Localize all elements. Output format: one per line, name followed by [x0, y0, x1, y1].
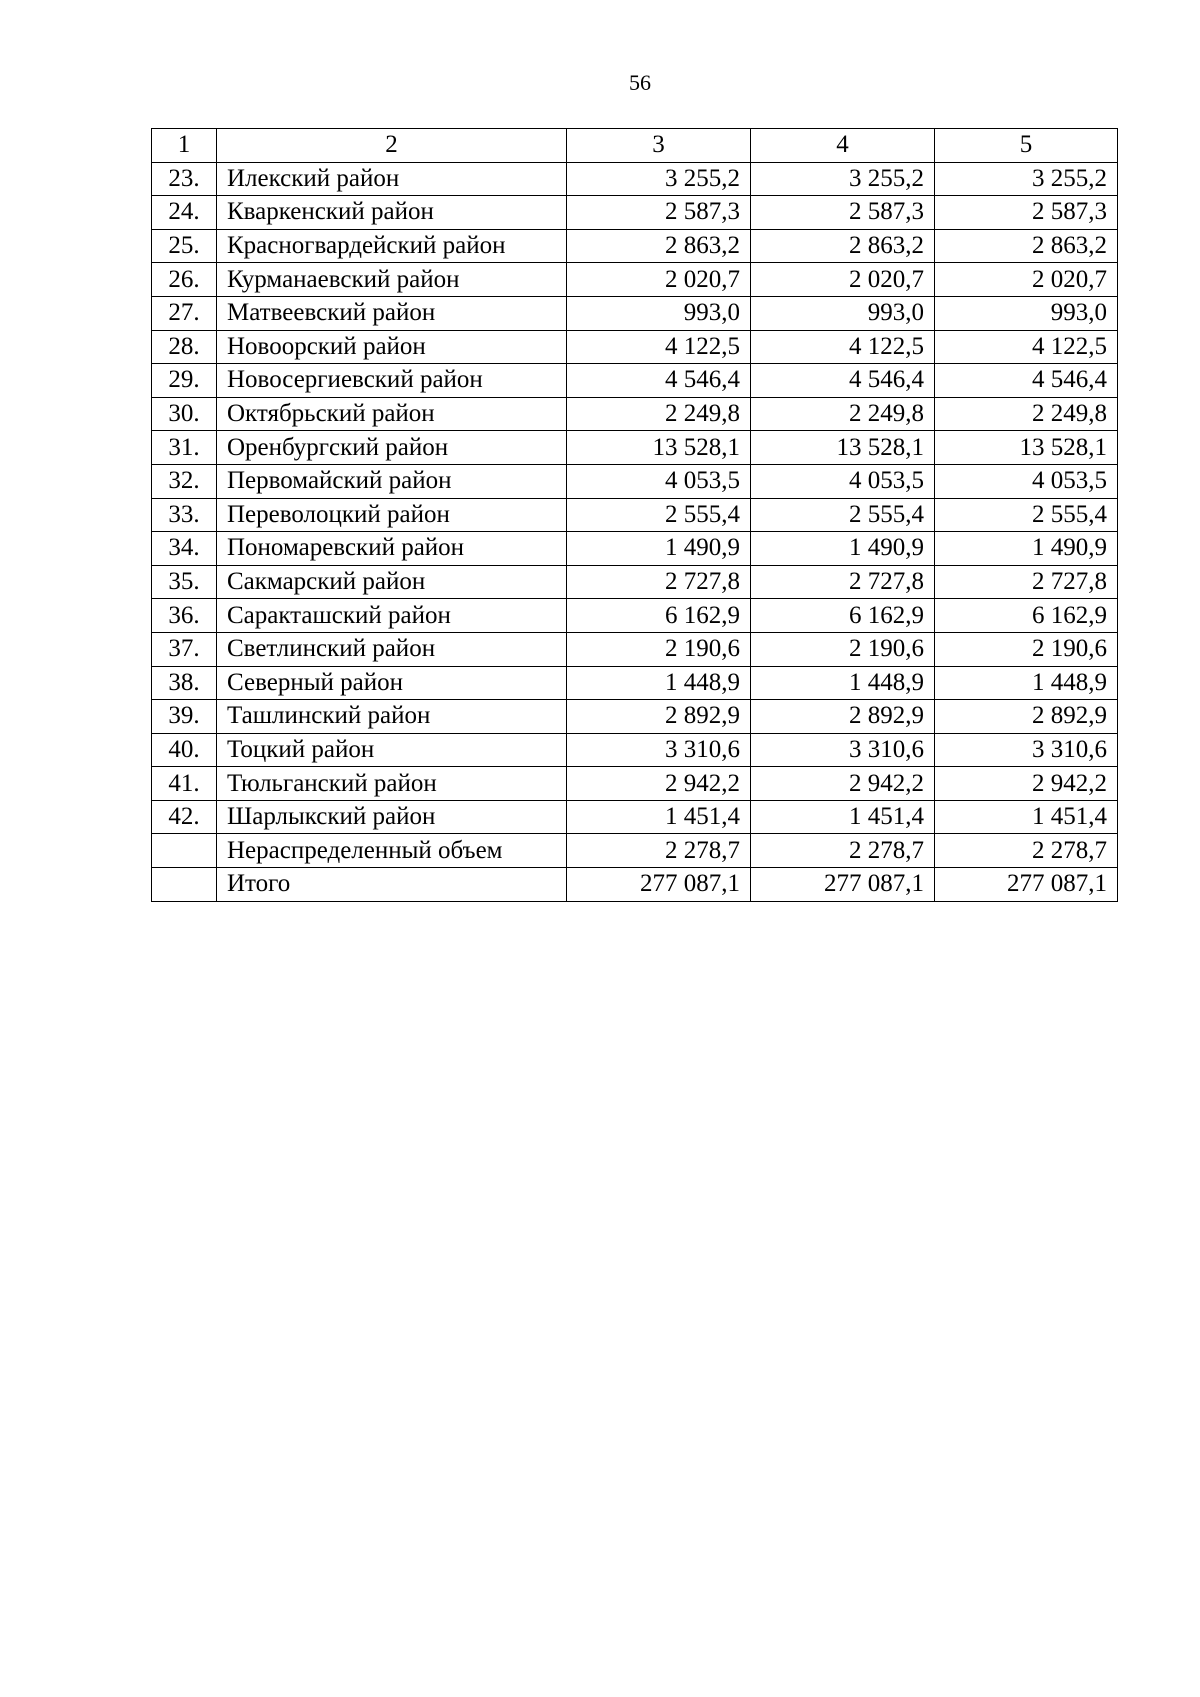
value-cell-col4: 4 053,5	[751, 464, 935, 498]
row-number-cell: 33.	[152, 498, 217, 532]
row-number-cell: 30.	[152, 397, 217, 431]
value-cell-col4: 2 249,8	[751, 397, 935, 431]
district-name-cell: Илекский район	[217, 162, 567, 196]
district-name-cell: Нераспределенный объем	[217, 834, 567, 868]
row-number-cell: 35.	[152, 565, 217, 599]
district-name-cell: Северный район	[217, 666, 567, 700]
table-row	[152, 330, 1118, 364]
table-row	[152, 397, 1118, 431]
value-cell-col3: 2 555,4	[567, 498, 751, 532]
row-number-cell: 32.	[152, 464, 217, 498]
row-number-cell	[152, 868, 217, 902]
district-name-cell: Кваркенский район	[217, 196, 567, 230]
value-cell-col3: 2 020,7	[567, 263, 751, 297]
district-name-cell: Тюльганский район	[217, 767, 567, 801]
value-cell-col4: 4 122,5	[751, 330, 935, 364]
value-cell-col4: 2 555,4	[751, 498, 935, 532]
value-cell-col5: 2 863,2	[935, 229, 1118, 263]
table-row	[152, 229, 1118, 263]
table-row	[152, 733, 1118, 767]
header-cell-1: 1	[152, 129, 217, 163]
district-table	[151, 128, 1118, 902]
row-number-cell: 27.	[152, 296, 217, 330]
value-cell-col5: 13 528,1	[935, 431, 1118, 465]
value-cell-col4: 2 942,2	[751, 767, 935, 801]
value-cell-col5: 4 053,5	[935, 464, 1118, 498]
district-name-cell: Сакмарский район	[217, 565, 567, 599]
table-row	[152, 431, 1118, 465]
table-row	[152, 632, 1118, 666]
value-cell-col5: 277 087,1	[935, 868, 1118, 902]
row-number-cell: 29.	[152, 364, 217, 398]
value-cell-col3: 4 053,5	[567, 464, 751, 498]
table-row	[152, 767, 1118, 801]
row-number-cell: 37.	[152, 632, 217, 666]
table-row	[152, 700, 1118, 734]
district-name-cell: Тоцкий район	[217, 733, 567, 767]
value-cell-col4: 3 310,6	[751, 733, 935, 767]
value-cell-col4: 13 528,1	[751, 431, 935, 465]
value-cell-col3: 993,0	[567, 296, 751, 330]
value-cell-col3: 4 122,5	[567, 330, 751, 364]
value-cell-col5: 2 278,7	[935, 834, 1118, 868]
value-cell-col5: 4 546,4	[935, 364, 1118, 398]
table-row	[152, 800, 1118, 834]
row-number-cell: 34.	[152, 532, 217, 566]
table-row	[152, 162, 1118, 196]
table-header-row	[152, 129, 1118, 163]
value-cell-col3: 2 249,8	[567, 397, 751, 431]
value-cell-col5: 2 020,7	[935, 263, 1118, 297]
row-number-cell: 28.	[152, 330, 217, 364]
value-cell-col4: 2 190,6	[751, 632, 935, 666]
row-number-cell: 24.	[152, 196, 217, 230]
value-cell-col3: 3 255,2	[567, 162, 751, 196]
table-row	[152, 296, 1118, 330]
row-number-cell: 25.	[152, 229, 217, 263]
page-number: 56	[629, 70, 651, 95]
value-cell-col3: 2 727,8	[567, 565, 751, 599]
row-number-cell	[152, 834, 217, 868]
value-cell-col5: 2 942,2	[935, 767, 1118, 801]
table-row	[152, 498, 1118, 532]
table-row	[152, 464, 1118, 498]
district-name-cell: Саракташский район	[217, 599, 567, 633]
value-cell-col5: 2 555,4	[935, 498, 1118, 532]
table-row	[152, 364, 1118, 398]
district-name-cell: Курманаевский район	[217, 263, 567, 297]
value-cell-col4: 993,0	[751, 296, 935, 330]
row-number-cell: 36.	[152, 599, 217, 633]
value-cell-col5: 2 249,8	[935, 397, 1118, 431]
district-name-cell: Ташлинский район	[217, 700, 567, 734]
table-row	[152, 532, 1118, 566]
header-cell-5: 5	[935, 129, 1118, 163]
value-cell-col4: 4 546,4	[751, 364, 935, 398]
district-name-cell: Пономаревский район	[217, 532, 567, 566]
value-cell-col5: 3 310,6	[935, 733, 1118, 767]
value-cell-col4: 277 087,1	[751, 868, 935, 902]
row-number-cell: 31.	[152, 431, 217, 465]
value-cell-col3: 4 546,4	[567, 364, 751, 398]
district-name-cell: Новоорский район	[217, 330, 567, 364]
value-cell-col5: 4 122,5	[935, 330, 1118, 364]
header-cell-3: 3	[567, 129, 751, 163]
value-cell-col3: 2 587,3	[567, 196, 751, 230]
value-cell-col3: 2 942,2	[567, 767, 751, 801]
table-row	[152, 565, 1118, 599]
district-name-cell: Новосергиевский район	[217, 364, 567, 398]
value-cell-col5: 1 490,9	[935, 532, 1118, 566]
value-cell-col5: 993,0	[935, 296, 1118, 330]
value-cell-col5: 3 255,2	[935, 162, 1118, 196]
header-cell-2: 2	[217, 129, 567, 163]
value-cell-col4: 2 020,7	[751, 263, 935, 297]
value-cell-col5: 2 892,9	[935, 700, 1118, 734]
value-cell-col5: 2 727,8	[935, 565, 1118, 599]
row-number-cell: 39.	[152, 700, 217, 734]
value-cell-col3: 1 490,9	[567, 532, 751, 566]
district-name-cell: Красногвардейский район	[217, 229, 567, 263]
value-cell-col4: 3 255,2	[751, 162, 935, 196]
value-cell-col3: 6 162,9	[567, 599, 751, 633]
table-row	[152, 196, 1118, 230]
district-name-cell: Оренбургский район	[217, 431, 567, 465]
value-cell-col4: 2 278,7	[751, 834, 935, 868]
value-cell-col5: 6 162,9	[935, 599, 1118, 633]
table-row	[152, 834, 1118, 868]
value-cell-col5: 1 451,4	[935, 800, 1118, 834]
value-cell-col3: 277 087,1	[567, 868, 751, 902]
value-cell-col4: 2 727,8	[751, 565, 935, 599]
row-number-cell: 23.	[152, 162, 217, 196]
value-cell-col3: 2 278,7	[567, 834, 751, 868]
table-row	[152, 868, 1118, 902]
row-number-cell: 40.	[152, 733, 217, 767]
value-cell-col5: 1 448,9	[935, 666, 1118, 700]
district-name-cell: Светлинский район	[217, 632, 567, 666]
value-cell-col3: 13 528,1	[567, 431, 751, 465]
value-cell-col4: 1 490,9	[751, 532, 935, 566]
district-name-cell: Октябрьский район	[217, 397, 567, 431]
row-number-cell: 38.	[152, 666, 217, 700]
value-cell-col3: 2 863,2	[567, 229, 751, 263]
value-cell-col4: 2 863,2	[751, 229, 935, 263]
value-cell-col3: 1 448,9	[567, 666, 751, 700]
value-cell-col5: 2 587,3	[935, 196, 1118, 230]
value-cell-col3: 1 451,4	[567, 800, 751, 834]
district-name-cell: Шарлыкский район	[217, 800, 567, 834]
value-cell-col3: 3 310,6	[567, 733, 751, 767]
value-cell-col4: 1 448,9	[751, 666, 935, 700]
table-row	[152, 599, 1118, 633]
row-number-cell: 26.	[152, 263, 217, 297]
value-cell-col5: 2 190,6	[935, 632, 1118, 666]
district-name-cell: Матвеевский район	[217, 296, 567, 330]
value-cell-col4: 2 892,9	[751, 700, 935, 734]
table-row	[152, 666, 1118, 700]
district-name-cell: Переволоцкий район	[217, 498, 567, 532]
row-number-cell: 41.	[152, 767, 217, 801]
value-cell-col4: 6 162,9	[751, 599, 935, 633]
value-cell-col4: 1 451,4	[751, 800, 935, 834]
district-name-cell: Первомайский район	[217, 464, 567, 498]
header-cell-4: 4	[751, 129, 935, 163]
table-row	[152, 263, 1118, 297]
value-cell-col3: 2 190,6	[567, 632, 751, 666]
row-number-cell: 42.	[152, 800, 217, 834]
value-cell-col4: 2 587,3	[751, 196, 935, 230]
value-cell-col3: 2 892,9	[567, 700, 751, 734]
district-name-cell: Итого	[217, 868, 567, 902]
